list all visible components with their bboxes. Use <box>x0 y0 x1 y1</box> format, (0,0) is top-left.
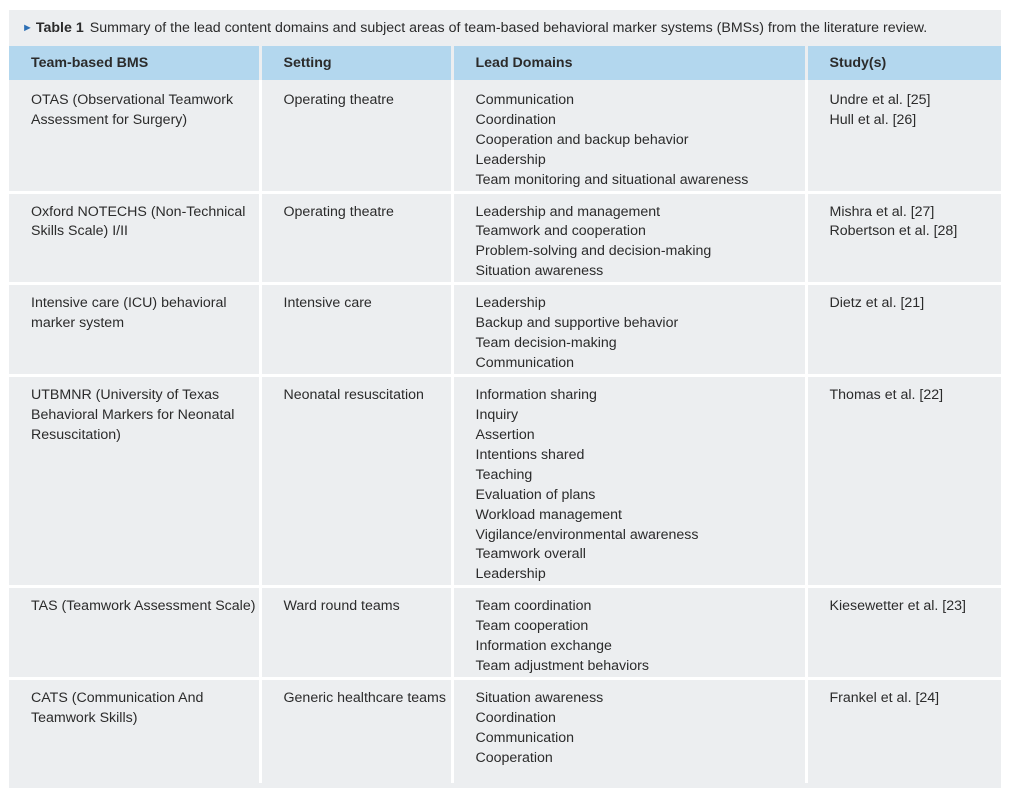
domain-item: Communication <box>475 92 575 108</box>
study-reference: Undre et al. [25] <box>829 92 931 108</box>
cell-bms: UTBMNR (University of Texas Behavioral Markers for Neonatal Resuscitation) <box>9 376 260 587</box>
cell-setting: Generic healthcare teams <box>260 679 452 783</box>
cell-studies <box>806 376 1001 587</box>
cell-studies <box>806 679 1001 783</box>
study-reference: Dietz et al. [21] <box>829 295 925 312</box>
caption-label: Table 1 <box>35 20 84 36</box>
domain-item: Leadership <box>475 566 546 583</box>
cell-studies <box>806 80 1001 192</box>
table-header-row <box>9 46 1001 80</box>
domain-item: Communication <box>475 730 575 747</box>
cell-studies <box>806 192 1001 284</box>
domain-item: Inquiry <box>475 407 519 424</box>
column-header-setting: Setting <box>260 46 452 80</box>
cell-lead-domains <box>452 376 806 587</box>
domain-item: Backup and supportive behavior <box>475 315 679 332</box>
column-header-bms: Team-based BMS <box>9 46 260 80</box>
caption-arrow-icon: ► <box>22 22 33 34</box>
domain-item: Cooperation <box>475 749 553 766</box>
table-row <box>9 376 1001 587</box>
table-caption <box>9 10 1001 46</box>
study-reference: Hull et al. [26] <box>829 111 917 128</box>
column-header-studies: Study(s) <box>806 46 1001 80</box>
cell-studies <box>806 284 1001 376</box>
table-row <box>9 679 1001 783</box>
domain-item: Team cooperation <box>475 618 589 635</box>
study-reference: Frankel et al. [24] <box>829 690 940 707</box>
domain-item: Coordination <box>475 710 556 727</box>
cell-lead-domains <box>452 284 806 376</box>
study-reference: Robertson et al. [28] <box>829 223 958 240</box>
cell-lead-domains <box>452 192 806 284</box>
domain-item: Situation awareness <box>475 690 604 707</box>
study-reference: Kiesewetter et al. [23] <box>829 598 966 615</box>
table-row <box>9 192 1001 284</box>
domain-item: Leadership and management <box>475 203 661 220</box>
domain-item: Teamwork overall <box>475 546 586 563</box>
domain-item: Teamwork and cooperation <box>475 223 646 240</box>
domain-item: Vigilance/environmental awareness <box>475 526 699 543</box>
caption-text: Summary of the lead content domains and subject areas of team-based behavioral marker systems (BMSs) from the literature review. <box>89 20 928 36</box>
domain-item: Team monitoring and situational awareness <box>475 171 749 188</box>
table-row <box>9 80 1001 192</box>
domain-item: Cooperation and backup behavior <box>475 131 689 148</box>
cell-setting: Ward round teams <box>260 587 452 679</box>
cell-setting: Operating theatre <box>260 80 452 192</box>
domain-item: Information sharing <box>475 387 597 404</box>
domain-item: Leadership <box>475 151 546 168</box>
domain-item: Assertion <box>475 426 535 443</box>
domain-item: Team coordination <box>475 598 592 615</box>
domain-item: Intentions shared <box>475 446 585 463</box>
summary-table-block <box>9 10 1001 788</box>
domain-item: Communication <box>475 354 575 371</box>
cell-bms: CATS (Communication And Teamwork Skills) <box>9 679 260 783</box>
cell-setting: Intensive care <box>260 284 452 376</box>
table-row <box>9 284 1001 376</box>
domain-item: Team adjustment behaviors <box>475 657 649 674</box>
domain-item: Information exchange <box>475 638 612 655</box>
domain-item: Teaching <box>475 466 533 483</box>
domain-item: Situation awareness <box>475 263 604 280</box>
cell-bms: OTAS (Observational Teamwork Assessment for Surgery) <box>9 80 260 192</box>
cell-bms: Intensive care (ICU) behavioral marker system <box>9 284 260 376</box>
domain-item: Coordination <box>475 111 556 128</box>
domain-item: Team decision-making <box>475 334 617 351</box>
domain-item: Workload management <box>475 506 622 523</box>
bms-table <box>9 46 1001 783</box>
study-reference: Thomas et al. [22] <box>829 387 944 404</box>
cell-bms: TAS (Teamwork Assessment Scale) <box>9 587 260 679</box>
cell-studies <box>806 587 1001 679</box>
cell-lead-domains <box>452 679 806 783</box>
table-row <box>9 587 1001 679</box>
cell-setting: Neonatal resuscitation <box>260 376 452 587</box>
domain-item: Leadership <box>475 295 546 312</box>
domain-item: Problem-solving and decision-making <box>475 243 712 260</box>
cell-bms: Oxford NOTECHS (Non-Technical Skills Scale) I/II <box>9 192 260 284</box>
cell-lead-domains <box>452 80 806 192</box>
cell-lead-domains <box>452 587 806 679</box>
domain-item: Evaluation of plans <box>475 486 596 503</box>
cell-setting: Operating theatre <box>260 192 452 284</box>
column-header-lead-domains: Lead Domains <box>452 46 806 80</box>
study-reference: Mishra et al. [27] <box>829 203 935 220</box>
